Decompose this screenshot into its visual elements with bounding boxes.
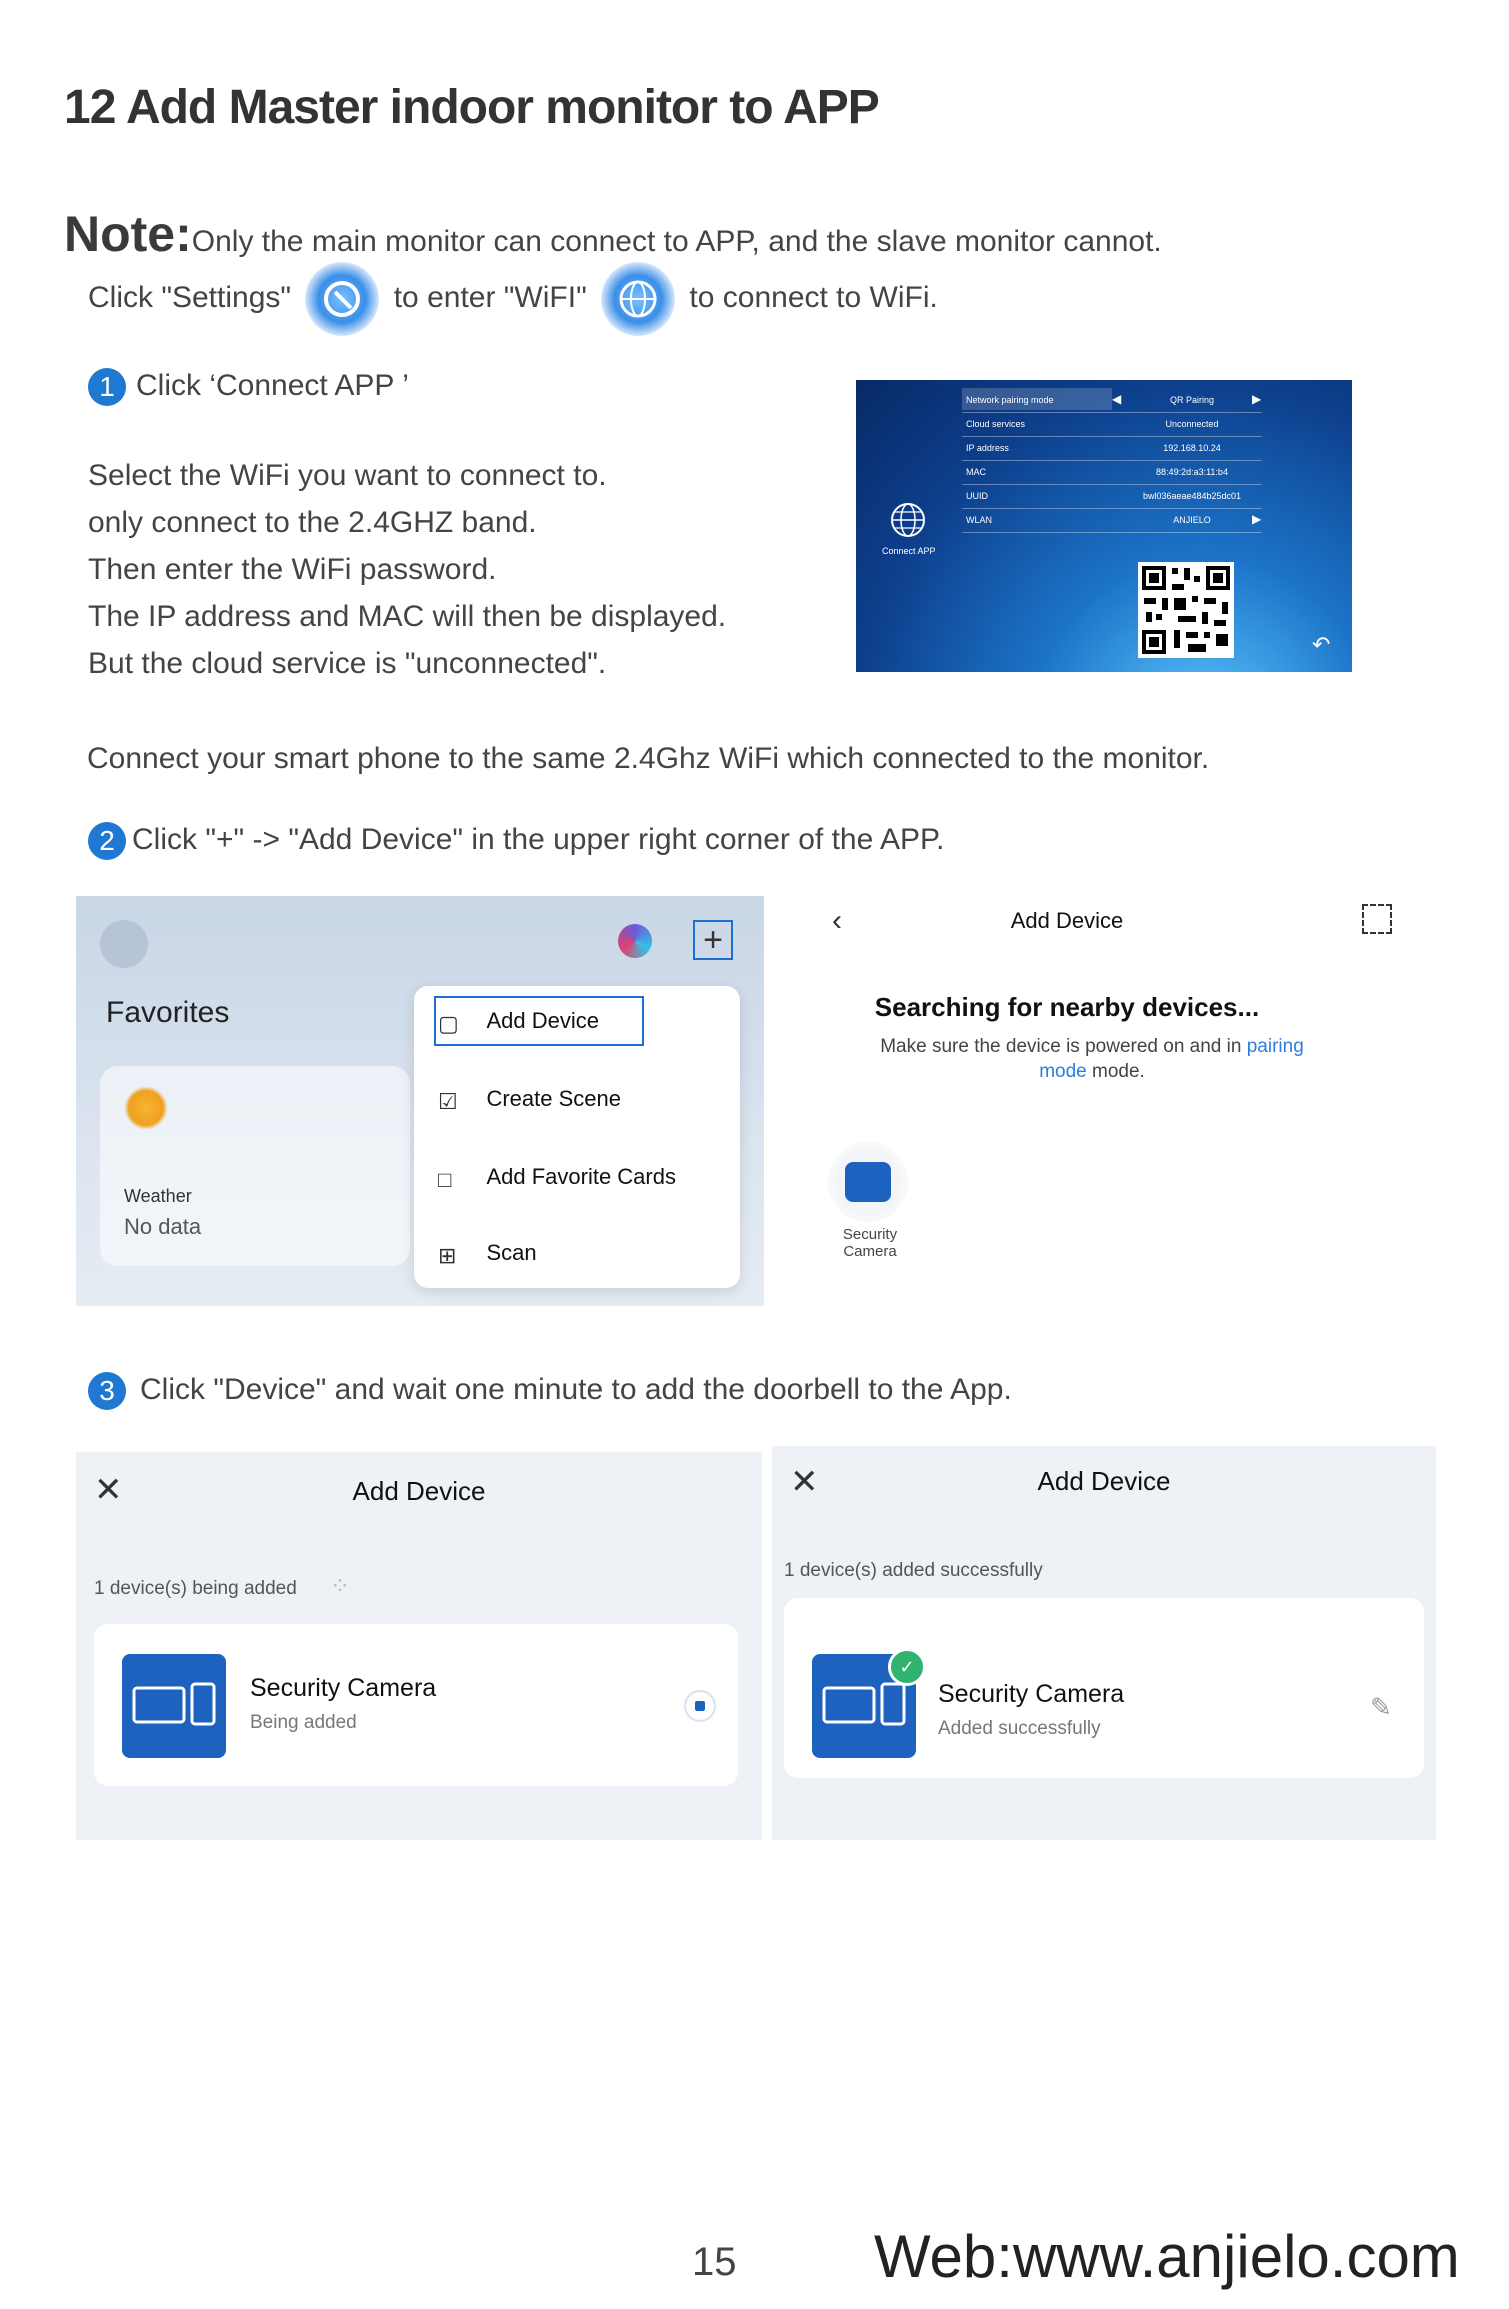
scan-icon: ⊞ [438, 1242, 457, 1268]
connect-phone-text: Connect your smart phone to the same 2.4Ghz WiFi which connected to the monitor. [87, 742, 1210, 775]
scene-icon: ☑ [438, 1088, 458, 1114]
screen-title: Add Device [1037, 1466, 1171, 1496]
device-add-icon: ▢ [438, 1010, 459, 1036]
settings-post: to connect to WiFi. [689, 280, 938, 314]
app-home-screenshot [76, 896, 764, 1306]
settings-mid: to enter "WiFI" [393, 280, 587, 314]
note-row [64, 205, 1162, 263]
found-device-label: Security Camera [842, 1226, 898, 1260]
note-text: Only the main monitor can connect to APP, and the slave monitor cannot. [191, 225, 1162, 258]
step2-heading [88, 822, 944, 860]
favorites-label: Favorites [106, 996, 230, 1029]
step1-description [88, 452, 726, 687]
monitor-row: UUID bwl036aeae484b25dc01 [962, 484, 1262, 509]
menu-item-add-favorite-cards[interactable] [438, 1164, 676, 1193]
step1-number: 1 [88, 368, 126, 406]
settings-instruction [88, 262, 938, 336]
step2-label: Click "+" -> "Add Device" in the upper right corner of the APP. [132, 822, 945, 856]
being-added-screenshot [76, 1452, 762, 1840]
found-device[interactable] [834, 1148, 902, 1216]
avatar [100, 920, 148, 968]
website-url[interactable]: Web:www.anjielo.com [874, 2223, 1460, 2290]
step1-line: Then enter the WiFi password. [88, 553, 497, 586]
menu-item-scan[interactable] [438, 1240, 537, 1269]
menu-item-create-scene[interactable] [438, 1086, 621, 1115]
monitor-row: MAC 88:49:2d:a3:11:b4 [962, 460, 1262, 485]
monitor-row: WLAN ANJIELO ▶ [962, 508, 1262, 533]
monitor-row: IP address 192.168.10.24 [962, 436, 1262, 461]
device-status: Added successfully [938, 1718, 1101, 1739]
weather-value: No data [124, 1214, 202, 1239]
chevron-right-icon: ▶ [1252, 512, 1262, 526]
step1-label: Click ‘Connect APP ’ [136, 368, 409, 402]
add-plus-button[interactable]: + [693, 920, 733, 960]
note-label: Note: [64, 206, 192, 262]
progress-ring-icon [684, 1690, 716, 1722]
device-status: Being added [250, 1712, 357, 1733]
qr-code [1138, 562, 1234, 658]
step1-line: only connect to the 2.4GHZ band. [88, 506, 537, 539]
add-menu [414, 986, 740, 1288]
page-title: 12 Add Master indoor monitor to APP [64, 81, 879, 134]
loading-spinner-icon: ⁘ [330, 1573, 351, 1600]
monitor-screenshot [856, 380, 1352, 672]
device-name: Security Camera [250, 1674, 437, 1702]
step2-number: 2 [88, 822, 126, 860]
screen-title: Add Device [1010, 908, 1124, 933]
chevron-left-icon: ◀ [1112, 392, 1122, 406]
security-camera-icon [122, 1654, 226, 1758]
device-card[interactable] [784, 1598, 1424, 1778]
sun-icon [124, 1086, 168, 1130]
menu-item-label: Create Scene [486, 1086, 621, 1111]
settings-icon [305, 262, 379, 336]
searching-heading: Searching for nearby devices... [874, 992, 1260, 1022]
card-add-icon: □ [438, 1166, 452, 1192]
status-text: 1 device(s) being added [94, 1578, 297, 1599]
monitor-row: Network pairing mode ◀ QR Pairing ▶ [962, 388, 1262, 413]
screen-title: Add Device [352, 1476, 486, 1506]
step1-line: But the cloud service is "unconnected". [88, 647, 607, 680]
monitor-row: Cloud services Unconnected [962, 412, 1262, 437]
weather-label: Weather [124, 1186, 192, 1206]
back-chevron-icon[interactable]: ‹ [832, 904, 842, 937]
menu-item-label: Add Favorite Cards [486, 1164, 676, 1189]
device-name: Security Camera [938, 1680, 1125, 1708]
connect-app-label: Connect APP [882, 546, 936, 556]
chevron-right-icon: ▶ [1252, 392, 1262, 406]
menu-item-add-device[interactable] [438, 1008, 599, 1037]
step3-number: 3 [88, 1372, 126, 1410]
add-device-search-screenshot [832, 896, 1432, 1306]
menu-item-label: Add Device [486, 1008, 599, 1033]
device-card[interactable] [94, 1624, 738, 1786]
step1-line: The IP address and MAC will then be displayed. [88, 600, 727, 633]
close-icon[interactable]: ✕ [94, 1471, 123, 1509]
weather-card[interactable] [100, 1066, 410, 1266]
assistant-icon [618, 924, 652, 958]
success-check-icon: ✓ [888, 1648, 926, 1686]
wifi-globe-icon [601, 262, 675, 336]
step3-label: Click "Device" and wait one minute to add the doorbell to the App. [140, 1372, 1012, 1406]
step3-heading [88, 1372, 1012, 1410]
menu-item-label: Scan [486, 1240, 537, 1265]
added-success-screenshot [772, 1446, 1436, 1840]
step1-line: Select the WiFi you want to connect to. [88, 459, 607, 492]
connect-app-globe-icon [886, 498, 930, 547]
searching-subtext: Make sure the device is powered on and in pairing mode mode. [880, 1036, 1304, 1082]
pairing-mode-link[interactable]: pairing mode [1039, 1036, 1304, 1082]
step1-heading [88, 368, 409, 406]
settings-pre: Click "Settings" [88, 280, 292, 314]
edit-pencil-icon[interactable]: ✎ [1370, 1692, 1392, 1722]
status-text: 1 device(s) added successfully [784, 1560, 1043, 1581]
page-number: 15 [692, 2240, 737, 2284]
close-icon[interactable]: ✕ [790, 1463, 819, 1501]
security-camera-icon [845, 1162, 891, 1202]
scan-icon[interactable] [1362, 904, 1392, 934]
back-arrow-icon: ↶ [1312, 632, 1331, 657]
